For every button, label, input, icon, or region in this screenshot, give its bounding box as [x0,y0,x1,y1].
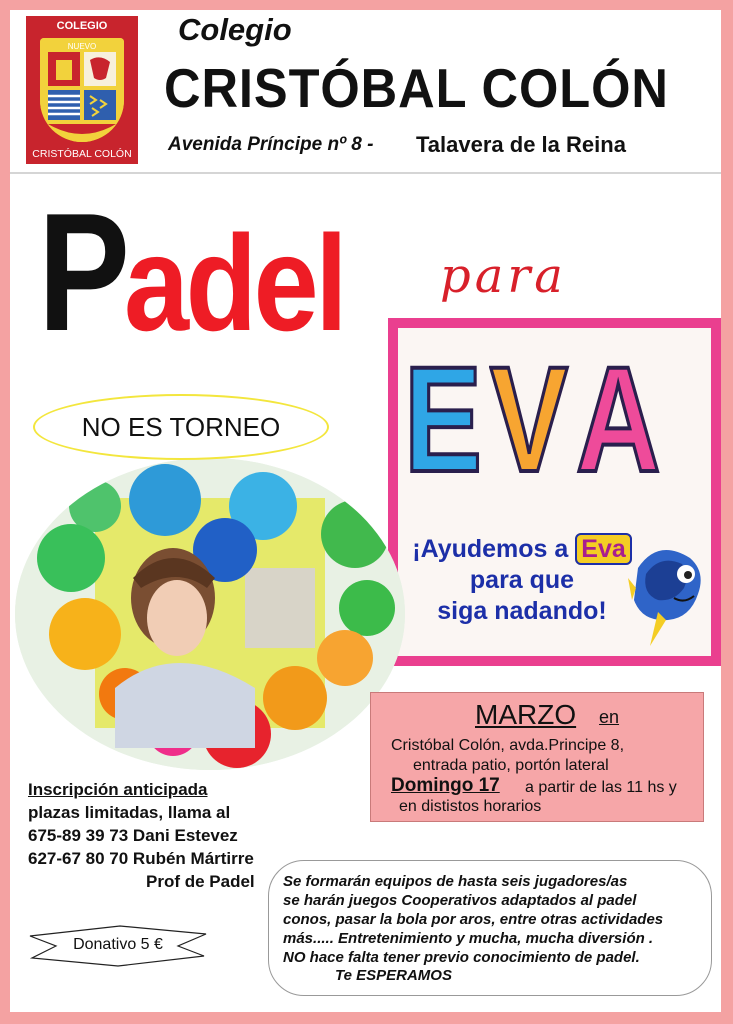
school-name: CRISTÓBAL COLÓN [164,57,669,119]
inscripcion-line1: plazas limitadas, llama al [28,803,231,822]
inscripcion-block [28,778,255,893]
info-line3: conos, pasar la bola por aros, entre otras actividades [283,911,664,928]
eva-letter-a: A [576,335,661,503]
crest-shield [40,38,124,142]
info-line2: se harán juegos Cooperativos adaptados al padel [283,892,637,909]
school-crest [26,16,138,164]
school-city: Talavera de la Reina [416,132,626,157]
inscripcion-prof: Prof de Padel [146,872,255,891]
marzo-partir: a partir de las 11 hs y [525,779,677,796]
header-divider [10,172,721,174]
marzo-domingo: Domingo 17 [391,775,500,796]
info-line4: más..... Entretenimiento y mucha, mucha diversión . [283,930,654,947]
eva-card-inner [398,328,711,656]
para-text: para [440,248,567,304]
marzo-line4: en dististos horarios [399,798,542,815]
crest-bottom-text: CRISTÓBAL COLÓN [32,148,132,160]
crest-top-text: COLEGIO [56,20,108,32]
crest-ring-top: NUEVO [67,42,97,51]
marzo-en: en [599,707,620,727]
header-colegio: Colegio [178,12,292,47]
eva-letter-v: V [490,335,569,503]
marzo-line1: Cristóbal Colón, avda.Principe 8, [391,737,625,754]
marzo-line2: entrada patio, portón lateral [413,757,609,774]
donativo-badge [28,924,208,968]
no-es-torneo-label: NO ES TORNEO [33,394,329,460]
eva-card [388,318,721,666]
fish-icon [628,528,712,652]
ayudemos-line1: ¡Ayudemos a [412,535,569,563]
info-line6: Te ESPERAMOS [335,967,452,984]
padel-title [38,178,380,366]
donativo-text: Donativo 5 € [73,936,163,953]
info-box [268,860,712,996]
padel-title-rest: adel [124,207,345,359]
padel-title-p: P [38,178,130,366]
shield-emblem-icon [40,38,124,142]
inscripcion-phone2: 627-67 80 70 Rubén Mártirre [28,849,254,868]
poster [10,10,721,1012]
child-photo [15,458,405,770]
ayudemos-eva: Eva [575,533,631,565]
marzo-month: MARZO [475,699,577,730]
inscripcion-phone1: 675-89 39 73 Dani Estevez [28,826,238,845]
inscripcion-title: Inscripción anticipada [28,780,208,799]
ayudemos-text [412,534,632,627]
info-line1: Se formarán equipos de hasta seis jugadores/as [283,873,628,890]
eva-letters [404,335,684,503]
photo-illustration [15,458,405,770]
ayudemos-line3: siga nadando! [437,597,607,625]
school-address: Avenida Príncipe nº 8 - [168,134,374,155]
marzo-box [370,692,704,822]
ayudemos-line2: para que [469,566,575,594]
info-line5: NO hace falta tener previo conocimiento de padel. [283,949,640,966]
eva-letter-e: E [404,335,483,503]
